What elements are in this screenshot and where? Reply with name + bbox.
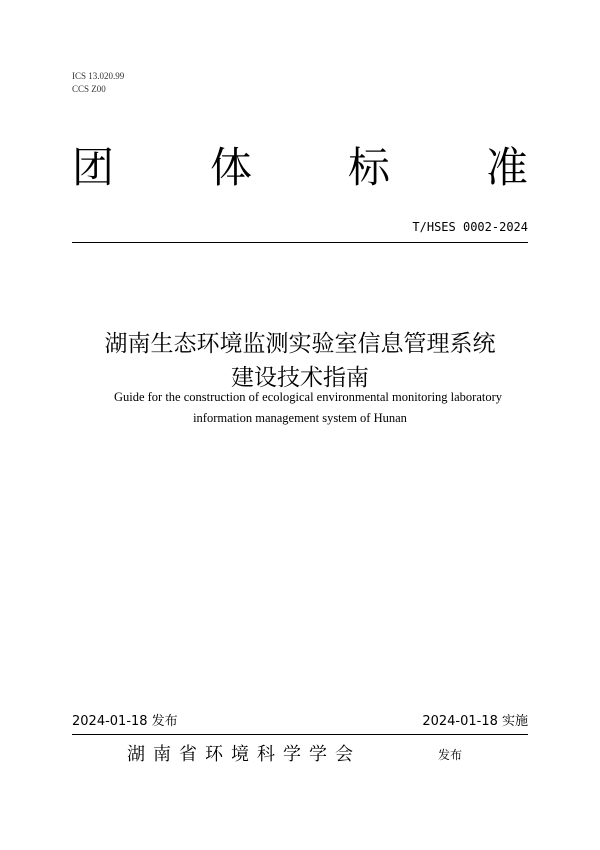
title-zh-line2: 建设技术指南 <box>231 365 369 391</box>
standard-type-char-1: 团 <box>72 143 115 192</box>
title-en-line2: information management system of Hunan <box>193 411 407 425</box>
bottom-divider <box>72 734 528 735</box>
ccs-code: CCS Z00 <box>72 84 106 94</box>
classification-codes <box>72 70 124 96</box>
standard-type-heading <box>72 135 528 195</box>
title-zh-line1: 湖南生态环境监测实验室信息管理系统 <box>104 331 496 357</box>
issue-date: 2024-01-18 发布 <box>72 714 178 729</box>
ics-code: ICS 13.020.99 <box>72 71 125 81</box>
standard-type-char-2: 体 <box>209 143 252 192</box>
title-en-line1: Guide for the construction of ecological environmental monitoring laboratory <box>113 390 503 404</box>
publisher-action: 发布 <box>438 748 463 762</box>
standard-number: T/HSES 0002-2024 <box>412 220 528 234</box>
standard-type-char-3: 标 <box>347 143 390 192</box>
implementation-date: 2024-01-18 实施 <box>422 714 528 729</box>
publisher-name: 湖南省环境科学学会 <box>127 744 361 765</box>
standard-type-char-4: 准 <box>485 143 528 192</box>
top-divider <box>72 242 528 243</box>
